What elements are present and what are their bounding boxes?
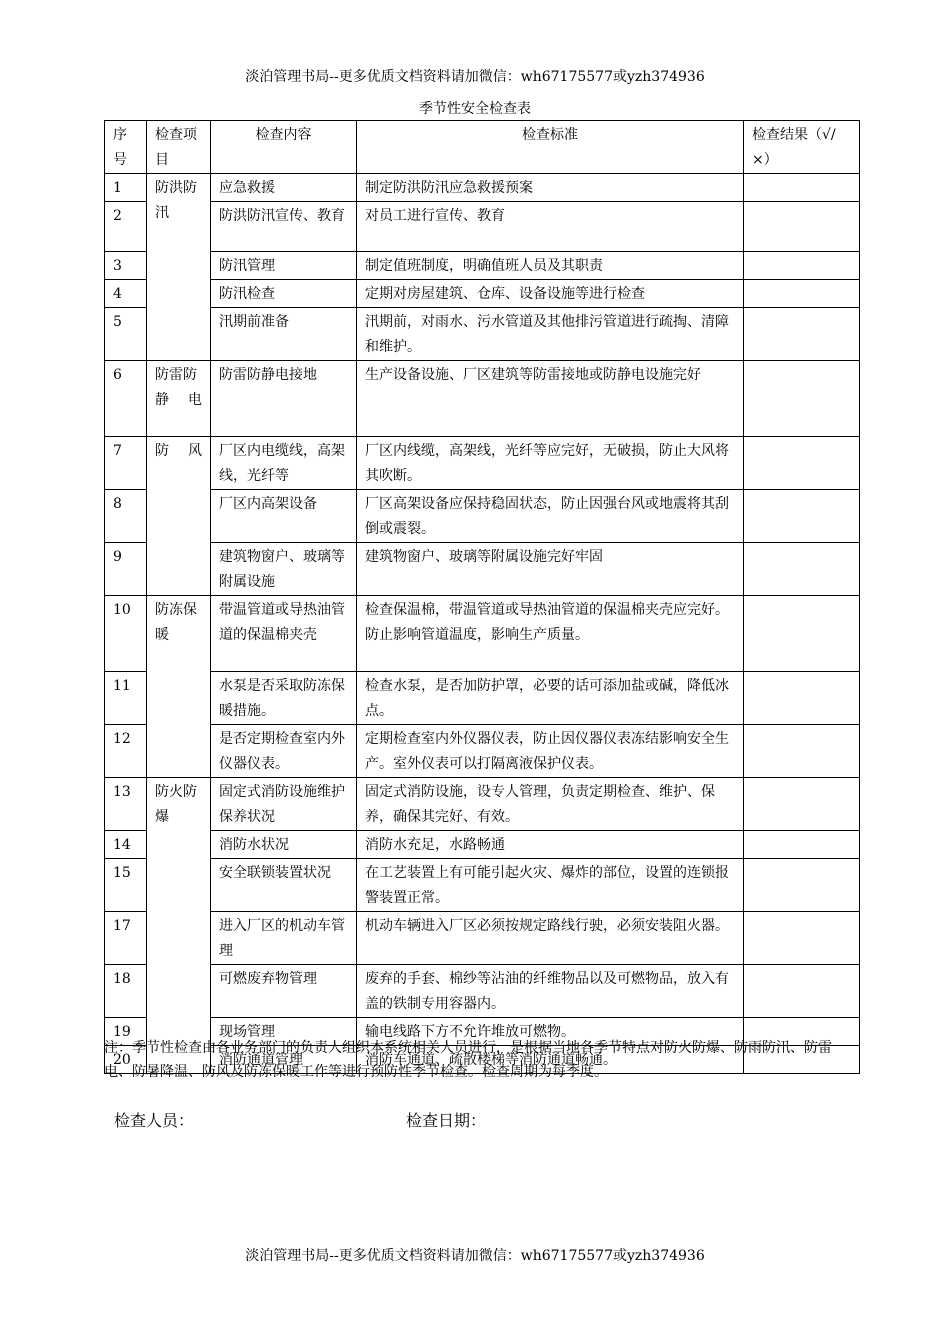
row-content: 带温管道或导热油管道的保温棉夹壳 (211, 596, 357, 672)
row-no: 12 (105, 725, 147, 778)
page-header: 淡泊管理书局--更多优质文档资料请加微信：wh67175577或yzh374936 (245, 69, 705, 85)
row-result-cell[interactable] (744, 437, 860, 490)
table-row (105, 280, 860, 308)
row-no: 8 (105, 490, 147, 543)
table-row (105, 361, 860, 437)
row-content: 应急救援 (211, 174, 357, 202)
table-header-row (105, 121, 860, 174)
row-result-cell[interactable] (744, 725, 860, 778)
table-row (105, 778, 860, 831)
table-row (105, 596, 860, 672)
table-row (105, 490, 860, 543)
row-content: 防汛管理 (211, 252, 357, 280)
category-cell: 防雷防静电 (147, 361, 211, 437)
table-row (105, 965, 860, 1018)
inspection-date-label: 检查日期： (406, 1111, 487, 1130)
column-header-result: 检查结果（√/×） (744, 121, 860, 174)
row-content: 消防水状况 (211, 831, 357, 859)
row-standard: 检查保温棉，带温管道或导热油管道的保温棉夹壳应完好。防止影响管道温度，影响生产质量。 (357, 596, 744, 672)
row-no: 2 (105, 202, 147, 252)
table-row (105, 859, 860, 912)
category-cell: 防火防爆 (147, 778, 211, 1074)
row-result-cell[interactable] (744, 174, 860, 202)
row-content: 现场管理 (211, 1018, 357, 1046)
table-row (105, 308, 860, 361)
row-content: 防汛检查 (211, 280, 357, 308)
row-no: 4 (105, 280, 147, 308)
table-row (105, 437, 860, 490)
row-no: 11 (105, 672, 147, 725)
row-content: 汛期前准备 (211, 308, 357, 361)
column-header-standard: 检查标准 (357, 121, 744, 174)
row-no: 5 (105, 308, 147, 361)
row-standard: 厂区内线缆，高架线，光纤等应完好，无破损，防止大风将其吹断。 (357, 437, 744, 490)
row-no: 18 (105, 965, 147, 1018)
column-header-no: 序号 (105, 121, 147, 174)
row-standard: 在工艺装置上有可能引起火灾、爆炸的部位，设置的连锁报警装置正常。 (357, 859, 744, 912)
row-no: 1 (105, 174, 147, 202)
row-standard: 制定值班制度，明确值班人员及其职责 (357, 252, 744, 280)
row-standard: 生产设备设施、厂区建筑等防雷接地或防静电设施完好 (357, 361, 744, 437)
row-content: 可燃废弃物管理 (211, 965, 357, 1018)
row-standard: 建筑物窗户、玻璃等附属设施完好牢固 (357, 543, 744, 596)
row-result-cell[interactable] (744, 490, 860, 543)
row-content: 进入厂区的机动车管理 (211, 912, 357, 965)
row-no: 15 (105, 859, 147, 912)
row-standard: 定期检查室内外仪器仪表，防止因仪器仪表冻结影响安全生产。室外仪表可以打隔离液保护仪表。 (357, 725, 744, 778)
row-result-cell[interactable] (744, 308, 860, 361)
row-result-cell[interactable] (744, 778, 860, 831)
row-no: 3 (105, 252, 147, 280)
row-standard: 输电线路下方不允许堆放可燃物。 (357, 1018, 744, 1046)
row-no: 19 (105, 1018, 147, 1046)
row-content: 水泵是否采取防冻保暖措施。 (211, 672, 357, 725)
row-standard: 定期对房屋建筑、仓库、设备设施等进行检查 (357, 280, 744, 308)
row-result-cell[interactable] (744, 831, 860, 859)
row-result-cell[interactable] (744, 912, 860, 965)
row-no: 7 (105, 437, 147, 490)
table-row (105, 672, 860, 725)
inspector-label: 检查人员： (114, 1111, 195, 1130)
row-content: 建筑物窗户、玻璃等附属设施 (211, 543, 357, 596)
row-no: 20 (105, 1046, 147, 1074)
row-no: 13 (105, 778, 147, 831)
row-result-cell[interactable] (744, 202, 860, 252)
footnote: 注：季节性检查由各业务部门的负责人组织本系统相关人员进行，是根据当地各季节特点对防火防爆、防雨防汛、防雷电、防暑降温、防风及防冻保暖工作等进行预防性季节检查。检查周期为每季度。 (104, 1040, 832, 1080)
row-content: 防洪防汛宣传、教育 (211, 202, 357, 252)
table-row (105, 831, 860, 859)
row-content: 安全联锁装置状况 (211, 859, 357, 912)
row-standard: 废弃的手套、棉纱等沾油的纤维物品以及可燃物品，放入有盖的铁制专用容器内。 (357, 965, 744, 1018)
row-content: 固定式消防设施维护保养状况 (211, 778, 357, 831)
row-no: 10 (105, 596, 147, 672)
row-no: 17 (105, 912, 147, 965)
row-no: 6 (105, 361, 147, 437)
row-result-cell[interactable] (744, 859, 860, 912)
row-content: 厂区内电缆线，高架线，光纤等 (211, 437, 357, 490)
category-cell: 防风 (147, 437, 211, 596)
row-content: 厂区内高架设备 (211, 490, 357, 543)
row-standard: 固定式消防设施，设专人管理，负责定期检查、维护、保养，确保其完好、有效。 (357, 778, 744, 831)
category-cell: 防洪防汛 (147, 174, 211, 361)
table-row (105, 543, 860, 596)
row-result-cell[interactable] (744, 543, 860, 596)
inspection-table (104, 120, 860, 1074)
table-row (105, 252, 860, 280)
row-content: 消防通道管理 (211, 1046, 357, 1074)
row-result-cell[interactable] (744, 596, 860, 672)
row-result-cell[interactable] (744, 280, 860, 308)
row-standard: 汛期前，对雨水、污水管道及其他排污管道进行疏掏、清障和维护。 (357, 308, 744, 361)
page-footer: 淡泊管理书局--更多优质文档资料请加微信：wh67175577或yzh374936 (245, 1248, 705, 1264)
row-standard: 机动车辆进入厂区必须按规定路线行驶，必须安装阻火器。 (357, 912, 744, 965)
table-row (105, 725, 860, 778)
category-cell: 防冻保暖 (147, 596, 211, 778)
table-row (105, 202, 860, 252)
row-result-cell[interactable] (744, 965, 860, 1018)
row-standard: 消防水充足，水路畅通 (357, 831, 744, 859)
row-result-cell[interactable] (744, 361, 860, 437)
row-result-cell[interactable] (744, 252, 860, 280)
row-standard: 对员工进行宣传、教育 (357, 202, 744, 252)
row-content: 防雷防静电接地 (211, 361, 357, 437)
row-standard: 消防车通道、疏散楼梯等消防通道畅通。 (357, 1046, 744, 1074)
row-standard: 厂区高架设备应保持稳固状态，防止因强台风或地震将其刮倒或震裂。 (357, 490, 744, 543)
row-standard: 制定防洪防汛应急救援预案 (357, 174, 744, 202)
table-row (105, 174, 860, 202)
table-row (105, 912, 860, 965)
page-title: 季节性安全检查表 (419, 101, 531, 117)
column-header-item: 检查项目 (147, 121, 211, 174)
row-no: 14 (105, 831, 147, 859)
column-header-content: 检查内容 (211, 121, 357, 174)
row-standard: 检查水泵，是否加防护罩，必要的话可添加盐或碱，降低冰点。 (357, 672, 744, 725)
row-result-cell[interactable] (744, 672, 860, 725)
row-no: 9 (105, 543, 147, 596)
row-content: 是否定期检查室内外仪器仪表。 (211, 725, 357, 778)
